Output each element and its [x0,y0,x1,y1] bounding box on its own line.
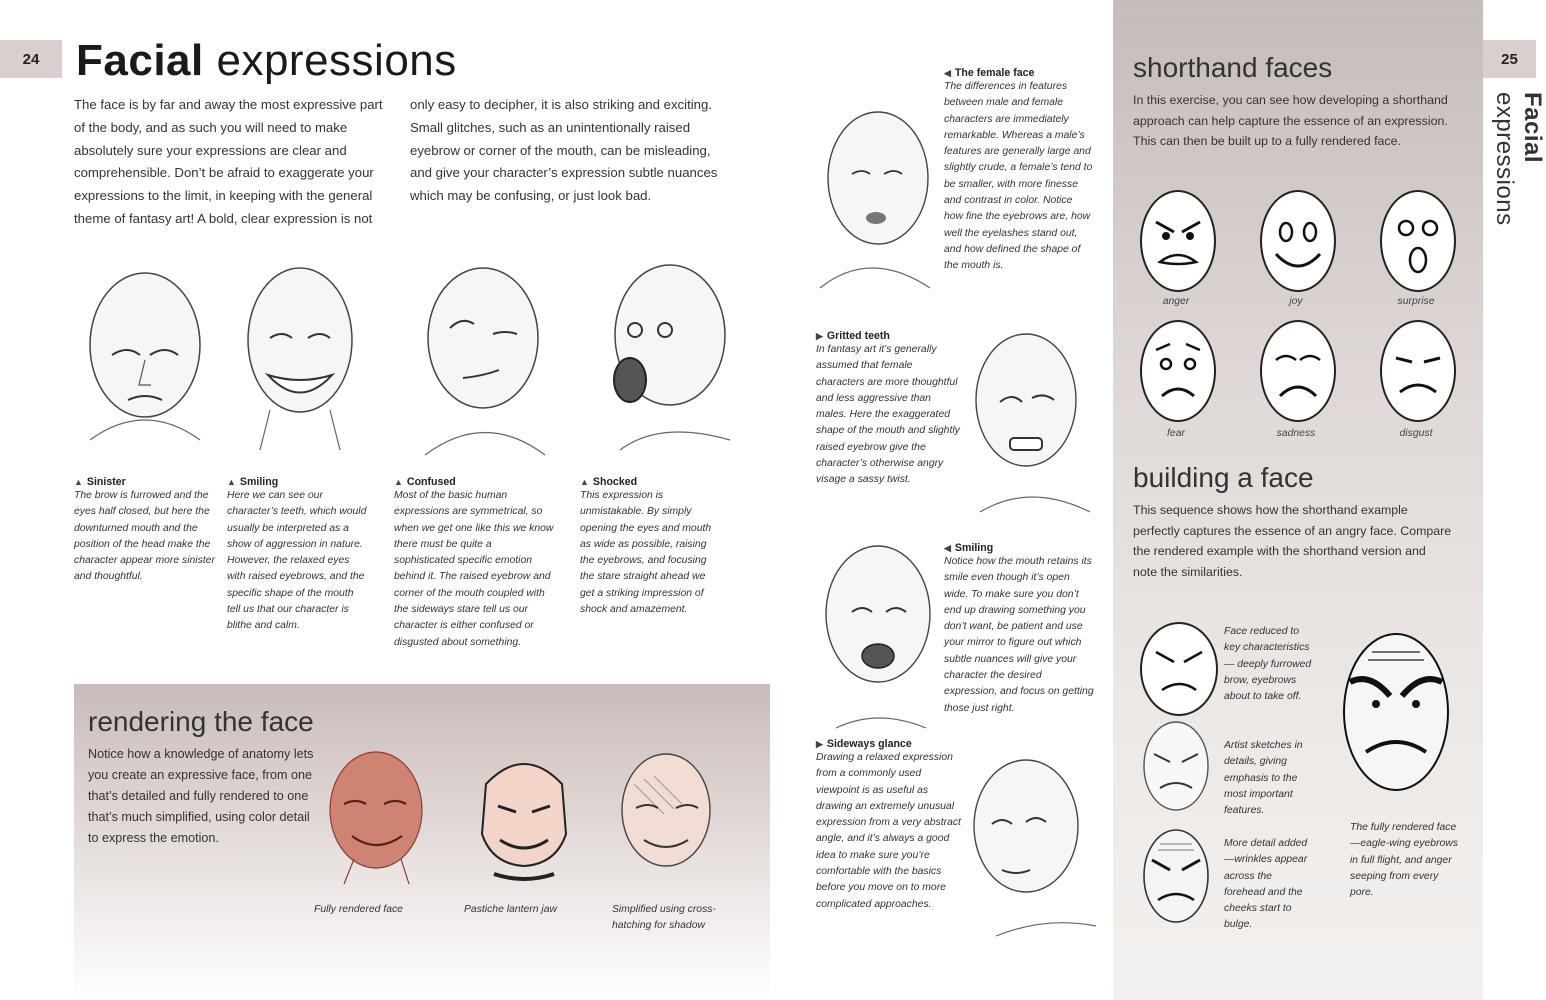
caption-body: Drawing a relaxed expression from a commonly used viewpoint is as useful as drawing an extremely unusual expression from a very abstract angle, and it’s always a good idea to make sure you’re comfortable with the basics before you move on to more complicated approaches. [816,752,961,910]
caption-smiling [227,476,369,635]
label-anger: anger [1162,296,1190,307]
building-step-shorthand [1140,622,1218,716]
caption-title: ▲ Confused [394,476,456,488]
building-step-sketch [1136,716,1216,816]
surprise-face [1380,190,1456,292]
intro-column-1: The face is by far and away the most expressive part of the body, and as such you will need to make absolutely sure your expressions are clear and comprehensible. Don’t be afraid to exaggerate your expressions to the limit, in keeping with the general theme of fantasy art! A bold, clear expression is not [74,97,383,226]
triangle-up-icon: ▲ [394,477,403,487]
caption-body: This expression is unmistakable. By simply opening the eyes and mouth as wide as possible, raising the eyebrows, and focusing the stare straight ahead we get a striking impression of shock and amazement. [580,490,712,616]
rendering-heading: rendering the face [88,706,314,737]
label-joy: joy [1289,296,1303,307]
caption-title: ▶ Sideways glance [816,738,912,750]
caption-title: ◀ Smiling [944,542,994,554]
triangle-left-icon: ◀ [944,543,951,553]
title-bold: Facial [76,36,204,85]
shorthand-heading: shorthand faces [1133,52,1333,83]
caption-body: The differences in features between male and female characters are immediately remarkable. Whereas a male’s features are generally large and slightly crude, a female’s tend to be smaller, with more finesse and contrast in color. Notice how fine the eyebrows are, how well the eyelashes stand out, and how defined the shape of the mouth is. [944,81,1093,272]
building-final-caption: The fully rendered face—eagle-wing eyebrows in full flight, and anger seeping from every pore. [1350,822,1459,899]
caption-sideways-glance [816,738,962,913]
triangle-up-icon: ▲ [227,477,236,487]
building-step-detail [1136,824,1216,928]
building-step-3-caption: More detail added—wrinkles appear across the forehead and the cheeks start to bulge. [1224,838,1308,931]
caption-body: The brow is furrowed and the eyes half closed, but here the downturned mouth and the position of the head make the character appear more sinister and thoughtful. [74,490,215,583]
caption-body: Notice how the mouth retains its smile even though it’s open wide. To make sure you don’t end up drawing something you don’t want, be patient and use your mirror to figure out which subtle nuances will give your character the desired expression, and focus on getting those just right. [944,556,1094,714]
building-final-face [1336,622,1456,806]
label-disgust: disgust [1399,428,1433,439]
caption-title: ▲ Smiling [227,476,279,488]
caption-shocked [580,476,722,618]
caption-title: ◀ The female face [944,67,1035,79]
disgust-face [1380,320,1456,422]
building-step-2-caption: Artist sketches in details, giving emphasis to the most important features. [1224,740,1303,817]
page-number-right: 25 [1483,40,1536,78]
intro-column-2: only easy to decipher, it is also striking and exciting. Small glitches, such as an unintentionally raised eyebrow or corner of the mouth, can be misleading, and give your character’s expression subtle nuances which may be confusing, or just look bad. [410,97,718,204]
caption-gritted-teeth [816,330,960,489]
caption-body: In fantasy art it’s generally assumed that female characters are more thoughtful and less aggressive than males. Here the exaggerated shape of the mouth and slightly raised eyebrow give the character’s otherwise angry visage a sassy twist. [816,344,960,486]
label-surprise: surprise [1397,296,1435,307]
sketch-shocked [580,250,740,460]
sketch-gritted-teeth [960,312,1100,522]
vertical-title-light: expressions [1491,92,1518,226]
triangle-up-icon: ▲ [74,477,83,487]
joy-face [1260,190,1336,292]
caption-female-smiling [944,542,1094,717]
building-body: This sequence shows how the shorthand example perfectly captures the essence of an angry face. Compare the rendered example with the shorthand version and note the similarities. [1133,503,1452,579]
sketch-confused [395,250,565,460]
vertical-title-bold: Facial [1519,92,1546,164]
sketch-sinister [50,250,220,460]
caption-title: ▲ Shocked [580,476,638,488]
triangle-up-icon: ▲ [580,477,589,487]
cross-hatched-illustration [604,744,724,894]
shorthand-body: In this exercise, you can see how developing a shorthand approach can help capture the essence of an expression. This can then be built up to a fully rendered face. [1133,93,1448,149]
rendered-face-illustration [314,744,434,894]
caption-female-face [944,67,1094,275]
caption-fully-rendered: Fully rendered face [314,904,403,915]
label-sadness: sadness [1276,428,1316,439]
sketch-smiling [220,250,380,460]
vertical-section-title [1490,92,1546,262]
caption-cross-hatched: Simplified using cross-hatching for shadow [612,904,716,932]
triangle-right-icon: ▶ [816,739,823,749]
title-light: expressions [216,36,457,85]
caption-lantern-jaw: Pastiche lantern jaw [464,904,557,915]
caption-title: ▶ Gritted teeth [816,330,890,342]
building-heading: building a face [1133,462,1314,493]
fear-face [1140,320,1216,422]
rendering-body: Notice how a knowledge of anatomy lets you create an expressive face, from one that’s detailed and fully rendered to one that’s much simplified, using color detail to express the emotion. [88,747,314,845]
building-step-1-caption: Face reduced to key characteristics— deeply furrowed brow, eyebrows about to take off. [1224,626,1312,703]
lantern-jaw-illustration [464,744,584,894]
label-fear: fear [1167,428,1185,439]
sketch-female-smiling [806,528,946,738]
caption-title: ▲ Sinister [74,476,126,488]
caption-body: Most of the basic human expressions are symmetrical, so when we get one like this we know there must be quite a sophisticated specific emotion behind it. The raised eyebrow and corner of the mouth coupled with the sideways stare tell us our character is either confused or disgusted about something. [394,490,554,648]
page-title [76,36,536,92]
caption-confused [394,476,554,651]
sadness-face [1260,320,1336,422]
rendering-panel [74,684,770,1000]
triangle-right-icon: ▶ [816,331,823,341]
caption-body: Here we can see our character’s teeth, which would usually be interpreted as a show of aggression in nature. However, the relaxed eyes with raised eyebrows, and the specific shape of the mouth tell us that our character is blithe and calm. [227,490,367,632]
caption-sinister [74,476,216,586]
sketch-female-face [800,88,940,298]
triangle-left-icon: ◀ [944,68,951,78]
anger-face [1140,190,1216,292]
page-number-left: 24 [0,40,62,78]
sketch-sideways-glance [956,746,1106,946]
